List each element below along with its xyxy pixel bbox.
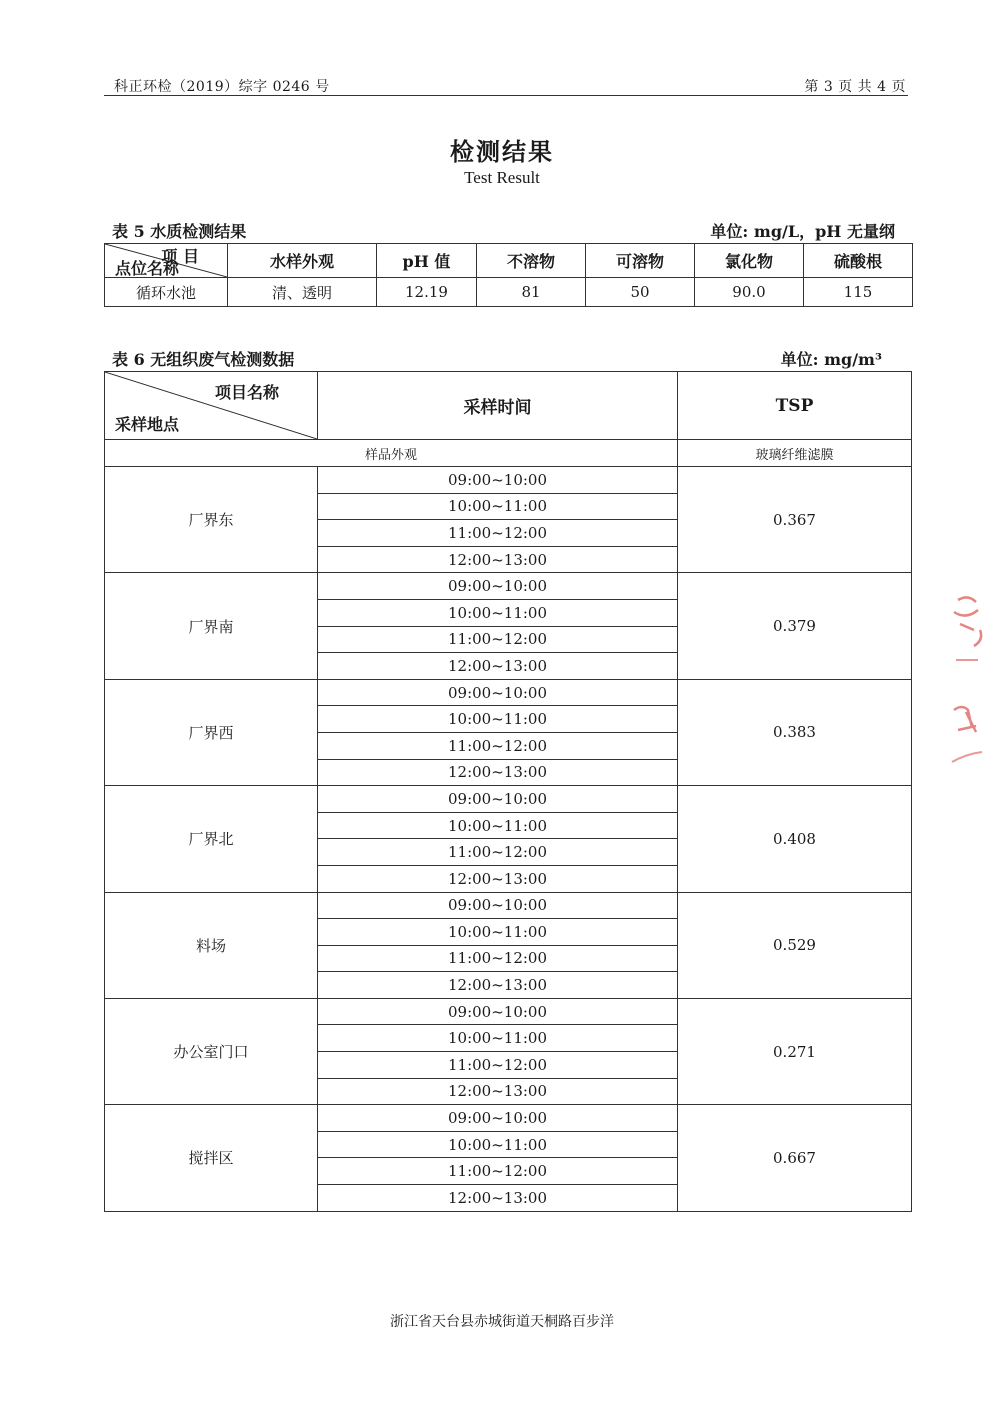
table5-cell: 90.0 <box>695 278 804 307</box>
table6-time: 11:00~12:00 <box>318 1052 678 1079</box>
table6-site: 办公室门口 <box>105 998 318 1104</box>
table6-site: 搅拌区 <box>105 1105 318 1211</box>
table6-time: 11:00~12:00 <box>318 626 678 653</box>
table5-col-header: 可溶物 <box>586 244 695 278</box>
report-number: 科正环检（2019）综字 0246 号 <box>114 79 330 95</box>
table6-time: 10:00~11:00 <box>318 812 678 839</box>
table-row <box>105 1105 912 1132</box>
table6-time: 11:00~12:00 <box>318 945 678 972</box>
footer-address: 浙江省天台县赤城街道天桐路百步洋 <box>390 1314 614 1330</box>
table6-tsp-value: 0.367 <box>678 467 912 573</box>
table6-time: 11:00~12:00 <box>318 839 678 866</box>
table5-diagonal-header <box>105 244 228 278</box>
table5-cell: 50 <box>586 278 695 307</box>
fugitive-gas-table <box>104 371 912 1212</box>
table6-time: 09:00~10:00 <box>318 467 678 494</box>
table5-unit: 单位: mg/L，pH 无量纲 <box>710 222 895 241</box>
table6-time: 10:00~11:00 <box>318 1131 678 1158</box>
table6-body <box>105 467 912 1212</box>
table6-time: 10:00~11:00 <box>318 493 678 520</box>
table5-cell: 清、透明 <box>228 278 377 307</box>
table6-time: 11:00~12:00 <box>318 1158 678 1185</box>
page-subtitle: Test Result <box>464 168 540 187</box>
table6-col-tsp: TSP <box>678 372 912 440</box>
table6-time: 12:00~13:00 <box>318 865 678 892</box>
table6-time: 12:00~13:00 <box>318 759 678 786</box>
table6-site: 厂界东 <box>105 467 318 573</box>
table6-col-time: 采样时间 <box>318 372 678 440</box>
table6-time: 09:00~10:00 <box>318 998 678 1025</box>
table5-col-header: 硫酸根 <box>804 244 913 278</box>
table6-tsp-value: 0.667 <box>678 1105 912 1211</box>
table6-time: 12:00~13:00 <box>318 1185 678 1212</box>
table5-col-header: 氯化物 <box>695 244 804 278</box>
table6-time: 09:00~10:00 <box>318 1105 678 1132</box>
table6-diagonal-header <box>105 372 318 440</box>
table6-time: 11:00~12:00 <box>318 732 678 759</box>
table6-tsp-value: 0.529 <box>678 892 912 998</box>
table-row <box>105 467 912 494</box>
table5-site: 循环水池 <box>105 278 228 307</box>
table5-cell: 12.19 <box>377 278 477 307</box>
table-row <box>105 786 912 813</box>
table5-col-header: 不溶物 <box>477 244 586 278</box>
table6-site: 厂界南 <box>105 573 318 679</box>
table6-sample-appearance: 样品外观 <box>105 440 678 467</box>
table6-time: 10:00~11:00 <box>318 706 678 733</box>
table6-caption: 表 6 无组织废气检测数据 <box>112 350 295 369</box>
table5-cell: 81 <box>477 278 586 307</box>
table6-time: 10:00~11:00 <box>318 1025 678 1052</box>
table6-time: 12:00~13:00 <box>318 653 678 680</box>
table6-tsp-value: 0.379 <box>678 573 912 679</box>
table6-site: 料场 <box>105 892 318 998</box>
table6-time: 12:00~13:00 <box>318 972 678 999</box>
table5-col-header: pH 值 <box>377 244 477 278</box>
table6-time: 09:00~10:00 <box>318 573 678 600</box>
table6-time: 09:00~10:00 <box>318 892 678 919</box>
table6-tsp-value: 0.383 <box>678 679 912 785</box>
table6-unit: 单位: mg/m³ <box>780 350 882 369</box>
table5-diag-bottom: 点位名称 <box>115 259 180 278</box>
table6-tsp-value: 0.408 <box>678 786 912 892</box>
table6-time: 12:00~13:00 <box>318 1078 678 1105</box>
table6-site: 厂界北 <box>105 786 318 892</box>
table6-diag-top: 项目名称 <box>214 383 279 402</box>
table6-site: 厂界西 <box>105 679 318 785</box>
table5-diag-top: 项 目 <box>161 247 199 266</box>
table-row <box>105 573 912 600</box>
table6-diag-bottom: 采样地点 <box>115 415 180 434</box>
table-row <box>105 998 912 1025</box>
table5-cell: 115 <box>804 278 913 307</box>
table5-col-header: 水样外观 <box>228 244 377 278</box>
table6-filter-type: 玻璃纤维滤膜 <box>678 440 912 467</box>
table6-time: 09:00~10:00 <box>318 786 678 813</box>
page-indicator: 第 3 页 共 4 页 <box>804 79 906 95</box>
red-seal-stamp-fragment <box>950 590 986 770</box>
table6-time: 10:00~11:00 <box>318 919 678 946</box>
water-quality-table <box>104 243 913 307</box>
table5-caption: 表 5 水质检测结果 <box>112 222 247 241</box>
table6-time: 10:00~11:00 <box>318 599 678 626</box>
table-row <box>105 679 912 706</box>
table6-time: 11:00~12:00 <box>318 520 678 547</box>
table6-time: 09:00~10:00 <box>318 679 678 706</box>
page-title: 检测结果 <box>450 137 554 166</box>
header-rule <box>104 95 908 96</box>
table6-tsp-value: 0.271 <box>678 998 912 1104</box>
table-row <box>105 892 912 919</box>
table6-time: 12:00~13:00 <box>318 546 678 573</box>
